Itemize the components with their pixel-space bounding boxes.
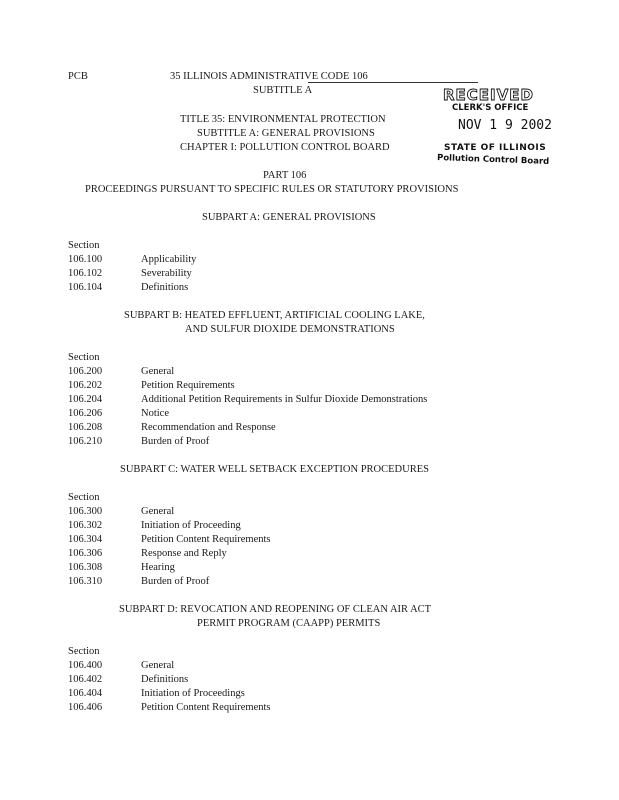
section-number: 106.400: [68, 660, 103, 671]
stamp-clerk: CLERK'S OFFICE: [452, 103, 529, 113]
subpart-b-section-label: Section: [68, 352, 100, 363]
chapter-line: CHAPTER I: POLLUTION CONTROL BOARD: [180, 142, 390, 153]
header-rule: [308, 82, 478, 83]
stamp-board: Pollution Control Board: [436, 153, 550, 167]
section-number: 106.302: [68, 520, 103, 531]
section-number: 106.206: [68, 408, 103, 419]
section-number: 106.202: [68, 380, 103, 391]
section-title: Burden of Proof: [141, 436, 210, 447]
section-title: Notice: [141, 408, 169, 419]
header-code: 35 ILLINOIS ADMINISTRATIVE CODE 106: [170, 71, 368, 82]
subpart-b-title-cont: AND SULFUR DIOXIDE DEMONSTRATIONS: [185, 324, 395, 335]
section-title: General: [141, 366, 175, 377]
stamp-date: NOV 1 9 2002: [458, 118, 552, 133]
subtitle-line: SUBTITLE A: GENERAL PROVISIONS: [197, 128, 375, 139]
section-title: Recommendation and Response: [141, 422, 276, 433]
section-title: Additional Petition Requirements in Sulfur Dioxide Demonstrations: [141, 394, 428, 405]
section-number: 106.300: [68, 506, 103, 517]
subpart-d-title: SUBPART D: REVOCATION AND REOPENING OF CLEAN AIR ACT: [119, 604, 432, 615]
part-number: PART 106: [263, 170, 307, 181]
section-number: 106.404: [68, 688, 103, 699]
section-number: 106.406: [68, 702, 103, 713]
section-title: Initiation of Proceeding: [141, 520, 241, 531]
stamp-state: STATE OF ILLINOIS: [444, 143, 547, 153]
section-number: 106.306: [68, 548, 103, 559]
section-number: 106.308: [68, 562, 103, 573]
section-number: 106.104: [68, 282, 103, 293]
subpart-c-title: SUBPART C: WATER WELL SETBACK EXCEPTION PROCEDURES: [120, 464, 429, 475]
section-title: General: [141, 660, 175, 671]
section-number: 106.100: [68, 254, 103, 265]
section-number: 106.208: [68, 422, 103, 433]
section-number: 106.304: [68, 534, 103, 545]
subpart-a-section-label: Section: [68, 240, 100, 251]
section-title: Petition Content Requirements: [141, 702, 271, 713]
section-number: 106.200: [68, 366, 103, 377]
header-left: PCB: [68, 71, 88, 82]
subpart-c-section-label: Section: [68, 492, 100, 503]
subpart-a-title: SUBPART A: GENERAL PROVISIONS: [202, 212, 376, 223]
subpart-b-title: SUBPART B: HEATED EFFLUENT, ARTIFICIAL COOLING LAKE,: [124, 310, 425, 321]
title-line: TITLE 35: ENVIRONMENTAL PROTECTION: [180, 114, 386, 125]
section-title: General: [141, 506, 175, 517]
section-title: Applicability: [141, 254, 197, 265]
section-number: 106.310: [68, 576, 103, 587]
section-title: Burden of Proof: [141, 576, 210, 587]
section-title: Response and Reply: [141, 548, 227, 559]
section-title: Petition Content Requirements: [141, 534, 271, 545]
section-title: Definitions: [141, 674, 189, 685]
stamp-received: RECEIVED: [443, 86, 534, 104]
section-number: 106.204: [68, 394, 103, 405]
section-number: 106.402: [68, 674, 103, 685]
subpart-d-title-cont: PERMIT PROGRAM (CAAPP) PERMITS: [197, 618, 381, 629]
section-title: Hearing: [141, 562, 175, 573]
section-number: 106.102: [68, 268, 103, 279]
header-subtitle: SUBTITLE A: [253, 85, 313, 96]
section-title: Severability: [141, 268, 192, 279]
part-name: PROCEEDINGS PURSUANT TO SPECIFIC RULES OR STATUTORY PROVISIONS: [85, 184, 459, 195]
section-title: Petition Requirements: [141, 380, 235, 391]
section-number: 106.210: [68, 436, 103, 447]
section-title: Definitions: [141, 282, 189, 293]
section-title: Initiation of Proceedings: [141, 688, 245, 699]
subpart-d-section-label: Section: [68, 646, 100, 657]
